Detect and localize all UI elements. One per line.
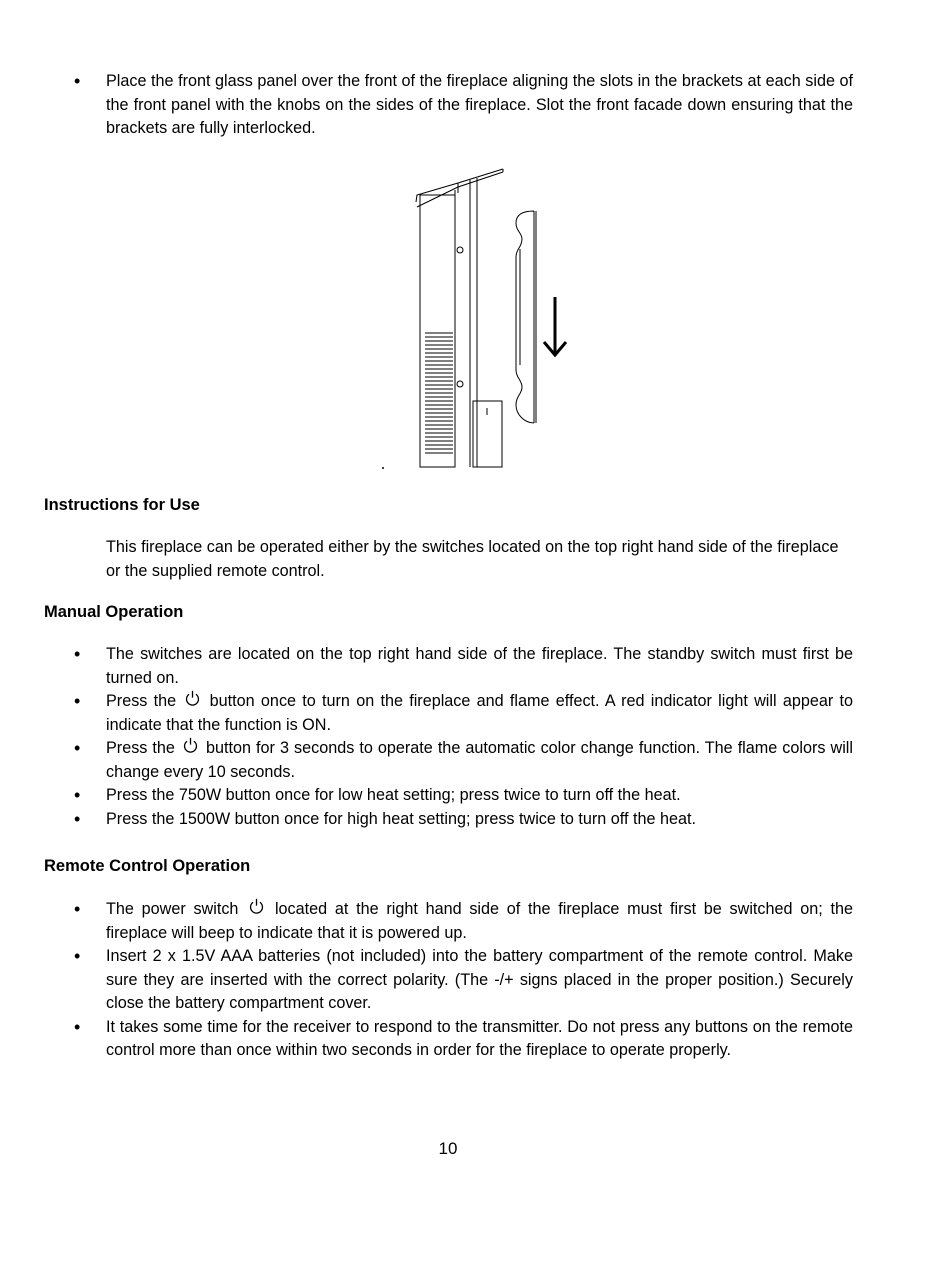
intro-list	[106, 70, 853, 141]
knob-bottom	[457, 381, 463, 387]
power-icon	[182, 737, 199, 754]
remote-bullet-batteries: • Insert 2 x 1.5V AAA batteries (not included) into the battery compartment of the remote control. Make sure they are inserted with the correct polarity. (The -/+ signs placed in the proper position.) Securely close the battery compartment cover.	[106, 945, 853, 1016]
fireplace-facade-diagram	[370, 165, 590, 475]
manual-bullet-power-pre: Press the	[106, 692, 177, 710]
power-icon	[248, 898, 265, 915]
intro-bullet: • Place the front glass panel over the front of the fireplace aligning the slots in the brackets at each side of the front panel with the knobs on the sides of the fireplace. Slot the front facade down ensuring that the brackets are fully interlocked.	[106, 70, 853, 141]
manual-bullet-color	[106, 737, 853, 784]
remote-operation-list	[106, 898, 853, 1063]
manual-bullet-750w: • Press the 750W button once for low heat setting; press twice to turn off the heat.	[106, 784, 853, 808]
arrow-down-icon	[544, 297, 566, 355]
power-icon	[184, 690, 201, 707]
remote-bullet-receiver: • It takes some time for the receiver to respond to the transmitter. Do not press any buttons on the remote control more than once within two seconds in order for the fireplace to operate properly.	[106, 1016, 853, 1063]
remote-bullet-power-post: located at the right hand side of the fireplace must first be switched on; the fireplace will beep to indicate that it is powered up.	[106, 900, 854, 942]
fireplace-body	[420, 195, 455, 467]
front-facade-panel	[516, 211, 534, 423]
manual-operation-list	[106, 643, 853, 831]
manual-bullet-color-pre: Press the	[106, 739, 175, 757]
manual-bullet-color-post: button for 3 seconds to operate the automatic color change function. The flame colors will change every 10 seconds.	[106, 739, 853, 781]
remote-operation-heading: Remote Control Operation	[44, 857, 251, 875]
page-number: 10	[438, 1139, 458, 1158]
remote-bullet-power-pre: The power switch	[106, 900, 239, 918]
manual-bullet-standby: • The switches are located on the top right hand side of the fireplace. The standby switch must first be turned on.	[106, 643, 853, 690]
knob-top	[457, 247, 463, 253]
manual-bullet-power-post: button once to turn on the fireplace and flame effect. A red indicator light will appear to indicate that the function is ON.	[106, 692, 854, 734]
remote-bullet-power	[106, 898, 853, 945]
manual-bullet-1500w: • Press the 1500W button once for high heat setting; press twice to turn off the heat.	[106, 808, 853, 832]
manual-operation-heading: Manual Operation	[44, 603, 184, 621]
instructions-text: This fireplace can be operated either by the switches located on the top right hand side of the fireplace or the supplied remote control.	[106, 538, 839, 580]
manual-bullet-power	[106, 690, 853, 737]
vent-grille	[425, 333, 453, 453]
instructions-heading: Instructions for Use	[44, 496, 200, 514]
